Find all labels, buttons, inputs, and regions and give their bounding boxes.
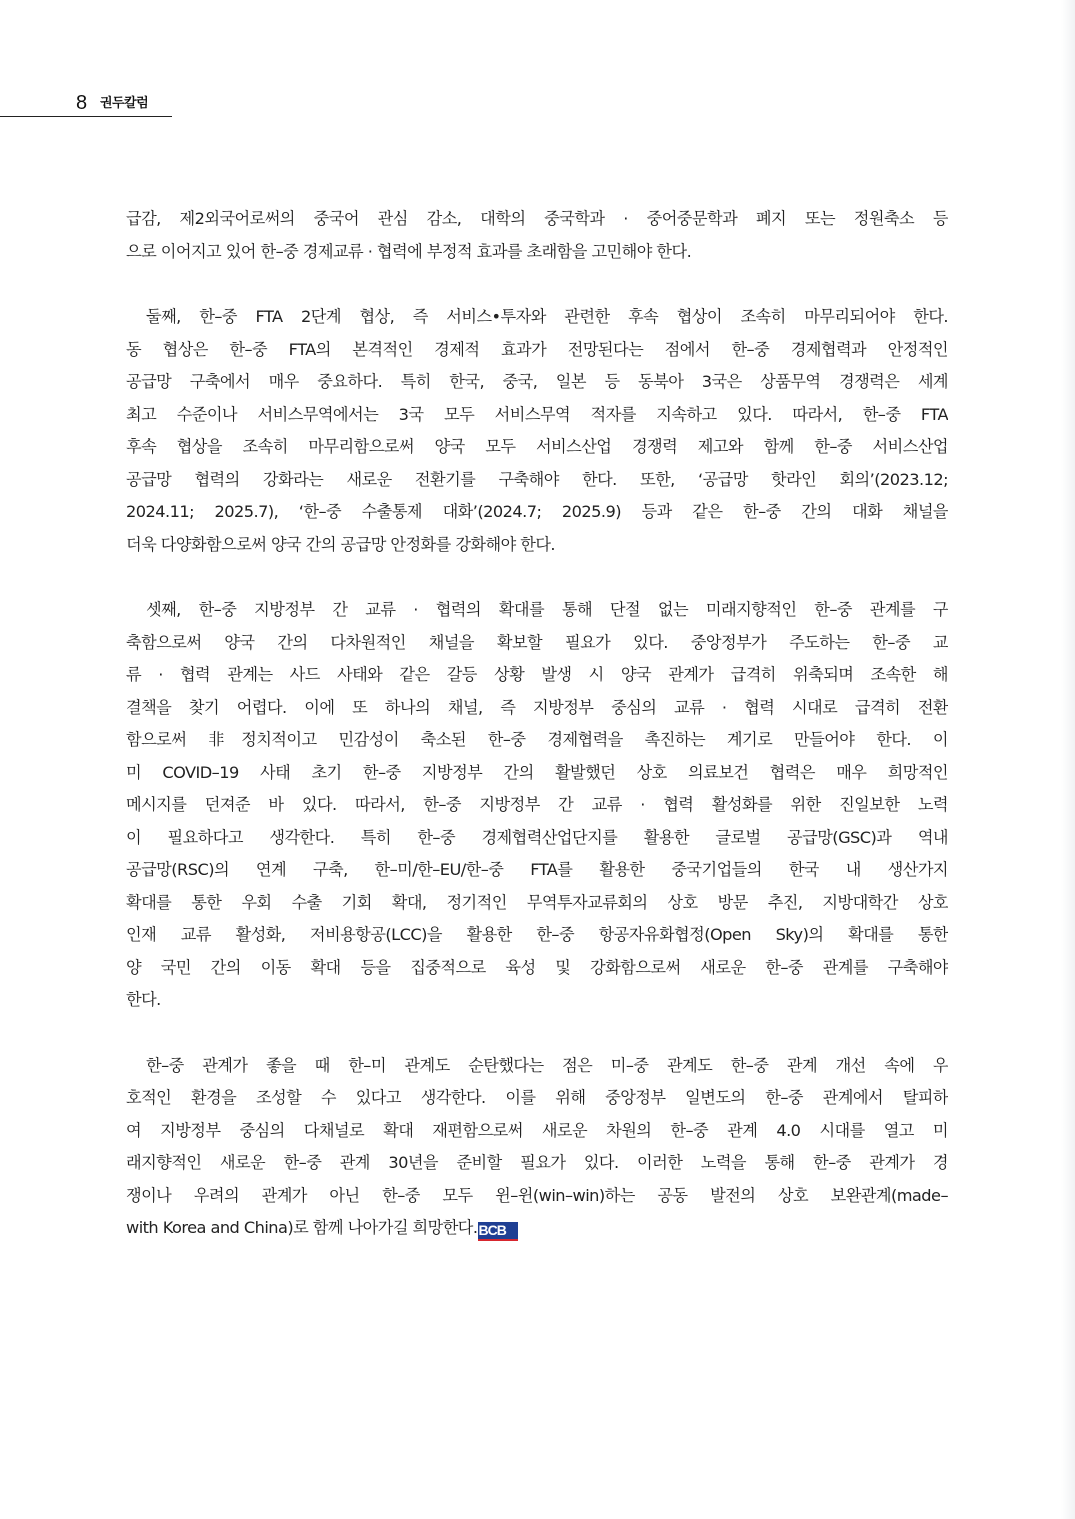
line-text: 래지향적인 새로운 한–중 관계 30년을 준비할 필요가 있다. 이러한 노력을 통해 한–중 관계가 경 [126,1153,948,1172]
page-number: 8 [76,92,88,114]
line-text: 결책을 찾기 어렵다. 이에 또 하나의 채널, 즉 지방정부 중심의 교류 · 협력 시대로 급격히 전환 [126,697,948,717]
line-text: 여 지방정부 중심의 다채널로 확대 재편함으로써 새로운 차원의 한–중 관계 4.0 시대를 열고 미 [126,1120,948,1140]
paragraph-line [126,399,948,432]
line-text: 확대를 통한 우회 수출 기회 확대, 정기적인 무역투자교류회의 상호 방문 추진, 지방대학간 상호 [126,892,948,912]
line-text: 후속 협상을 조속히 마무리함으로써 양국 모두 서비스산업 경쟁력 제고와 함께 한–중 서비스산업 [126,437,948,456]
paragraph-line [126,366,948,399]
paragraph-line [126,757,948,790]
line-text: 급감, 제2외국어로써의 중국어 관심 감소, 대학의 중국학과 · 중어중문학과 폐지 또는 정원축소 등 [126,209,948,228]
paragraph-line [126,1115,948,1148]
line-text: with Korea and China)로 함께 나아가길 희망한다. [126,1218,478,1237]
paragraph-line [126,594,948,627]
line-text: 동 협상은 한–중 FTA의 본격적인 경제적 효과가 전망된다는 점에서 한–중 경제협력과 안정적인 [126,339,948,359]
line-text: 축함으로써 양국 간의 다차원적인 채널을 확보할 필요가 있다. 중앙정부가 주도하는 한–중 교 [126,632,948,652]
paragraph-line [126,1082,948,1115]
paragraph-line [126,1050,948,1083]
paragraph-line [126,334,948,367]
line-text: 류 · 협력 관계는 사드 사태와 같은 갈등 상황 발생 시 양국 관계가 급격히 위축되며 조속한 해 [126,665,948,684]
paragraph-line [126,1147,948,1180]
paragraph-line [126,887,948,920]
paragraph-line [126,919,948,952]
paragraph-line [126,822,948,855]
line-text: 공급망(RSC)의 연계 구축, 한–미/한–EU/한–중 FTA를 활용한 중국기업들의 한국 내 생산가지 [126,860,948,879]
paragraph [126,203,948,268]
line-text: 미 COVID–19 사태 초기 한–중 지방정부 간의 활발했던 상호 의료보건 협력은 매우 희망적인 [126,762,948,782]
page-header [0,92,172,118]
paragraph-line [126,1212,948,1245]
paragraph-line [126,627,948,660]
paragraph [126,1050,948,1245]
paragraph-line [126,984,948,1017]
paragraph-gap [126,1017,948,1050]
line-text: 양 국민 간의 이동 확대 등을 집중적으로 육성 및 강화함으로써 새로운 한–중 관계를 구축해야 [126,957,948,977]
line-text: 이 필요하다고 생각한다. 특히 한–중 경제협력산업단지를 활용한 글로벌 공급망(GSC)과 역내 [126,827,948,847]
line-text: 최고 수준이나 서비스무역에서는 3국 모두 서비스무역 적자를 지속하고 있다. 따라서, 한–중 FTA [126,404,948,424]
paragraph-line [126,301,948,334]
paragraph-line [126,464,948,497]
paragraph-line [126,692,948,725]
line-text: 공급망 협력의 강화라는 새로운 전환기를 구축해야 한다. 또한, ‘공급망 핫라인 회의’(2023.12; [126,469,948,489]
paragraph-line [126,236,948,269]
paragraph-gap [126,561,948,594]
line-text: 인재 교류 활성화, 저비용항공(LCC)을 활용한 한–중 항공자유화협정(Open Sky)의 확대를 통한 [126,925,948,944]
line-text: 함으로써 非정치적이고 민감성이 축소된 한–중 경제협력을 촉진하는 계기로 만들어야 한다. 이 [126,730,948,749]
line-text: 2024.11; 2025.7), ‘한–중 수출통제 대화’(2024.7; 2025.9) 등과 같은 한–중 간의 대화 채널을 [126,502,948,521]
paragraph-line [126,854,948,887]
line-text: 쟁이나 우려의 관계가 아닌 한–중 모두 윈–윈(win–win)하는 공동 발전의 상호 보완관계(made– [126,1185,948,1205]
paragraph-line [126,952,948,985]
line-text: 메시지를 던져준 바 있다. 따라서, 한–중 지방정부 간 교류 · 협력 활성화를 위한 진일보한 노력 [126,795,948,814]
line-text: 호적인 환경을 조성할 수 있다고 생각한다. 이를 위해 중앙정부 일변도의 한–중 관계에서 탈피하 [126,1088,948,1107]
page-edge-shadow [1061,0,1075,1519]
bcb-logo-icon: BCB [478,1222,518,1241]
line-text: 셋째, 한–중 지방정부 간 교류 · 협력의 확대를 통해 단절 없는 미래지향적인 한–중 관계를 구 [146,600,948,619]
paragraph-line [126,724,948,757]
article-body [126,203,948,1245]
paragraph-line [126,203,948,236]
paragraph-line [126,1180,948,1213]
line-text: 더욱 다양화함으로써 양국 간의 공급망 안정화를 강화해야 한다. [126,534,556,554]
line-text: 한다. [126,990,161,1009]
line-text: 으로 이어지고 있어 한–중 경제교류 · 협력에 부정적 효과를 초래함을 고민해야 한다. [126,241,692,261]
paragraph-line [126,431,948,464]
line-text: 둘째, 한–중 FTA 2단계 협상, 즉 서비스•투자와 관련한 후속 협상이 조속히 마무리되어야 한다. [146,307,948,326]
section-title: 권두칼럼 [100,96,149,111]
paragraph [126,301,948,561]
paragraph-line [126,496,948,529]
line-text: 한–중 관계가 좋을 때 한–미 관계도 순탄했다는 점은 미–중 관계도 한–중 관계 개선 속에 우 [146,1055,948,1075]
paragraph-line [126,659,948,692]
header-rule [0,116,172,117]
line-text: 공급망 구축에서 매우 중요하다. 특히 한국, 중국, 일본 등 동북아 3국은 상품무역 경쟁력은 세계 [126,372,948,391]
paragraph-line [126,529,948,562]
paragraph [126,594,948,1017]
paragraph-gap [126,268,948,301]
paragraph-line [126,789,948,822]
